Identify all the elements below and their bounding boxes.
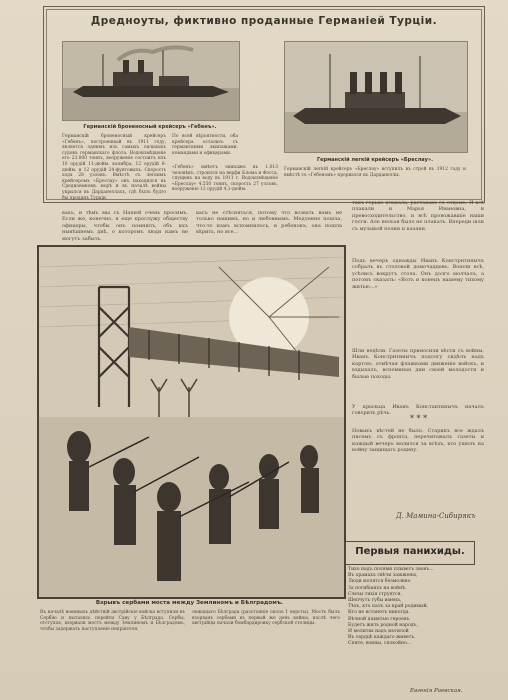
top-feature-box (43, 6, 485, 203)
poem-title-box (345, 541, 475, 565)
goeben-photo (62, 41, 240, 121)
right-text-3: Шли недѣли. Газеты приносили вѣсти съ войны. Иванъ Констрнтинычъ подолгу сидѣлъ надъ картою, отмѣчая флажками движеніе войскъ, и вздыхалъ, вспоминая дни своей молодости и былые походы. (352, 348, 484, 380)
top-text-col1: Германскій броненосный крейсеръ «Гебенъ», построенный въ 1911 году, является однимъ изъ самыхъ сильныхъ судовъ германскаго флота. Водоизмѣщеніе его 23.000 тоннъ, вооруженіе состоитъ изъ 10 орудій 11-дюйм. калибра, 12 орудій 6-дюйм. и 12 орудій 24-фунтовыхъ. Скорость хода 28 узловъ. Вмѣстѣ съ легкимъ крейсеромъ «Бреслау» онъ находился въ Средиземномъ морѣ и въ началѣ войны укрылся въ Дарданеллахъ, гдѣ былъ будто бы проданъ Турціи. (62, 134, 166, 201)
middle-text-center: васъ не стѣсняться, потому что возвать вамъ не только нашимъ, но и любовнымъ. Медленно пошла, что-то намъ вспомнилось, и ребенокъ, она пошла вѣрить, но все... (196, 210, 342, 236)
right-text-2: Подъ вечеръ однажды Иванъ Констрнтинычъ собралъ въ столовой домочадцевъ. Вошли всѣ, усѣлись вокругъ стола. Онъ долго молчалъ, а потомъ сказалъ: «Вотъ и конецъ нашему тихому житью...» (352, 258, 484, 290)
poem-line: Слезы тихія струятся, (348, 591, 402, 597)
middle-text-left: вахъ, и тѣмъ мы съ Нашей очень просимъ. Если же, конечно, я еще прослужу обществу офицеры, чтобы онъ помнилъ, объ ихъ нынѣшнемъ днѣ, о которомъ люди намъ не могутъ забыть. (62, 210, 188, 242)
battle-scene-image (39, 247, 344, 597)
right-text-5: Новыхъ вѣстей не было. Старикъ все ждалъ писемъ съ фронта, перечитывалъ газеты и каждый вечеръ молился за всѣхъ, кто ушелъ на войну защищать родину. (352, 428, 484, 454)
poem-line: Въ храмахъ свѣчи зажжены, (348, 573, 418, 579)
poem-line: Люди молятся безмолвно (348, 579, 411, 585)
top-text-col2: По всей вѣроятности, оба крейсера остались съ германскими экипажами, командами и офицерами. (172, 134, 238, 156)
poem-line: За погибшихъ на войнѣ. (348, 585, 407, 591)
right-text-4: У крыльца Иванъ Константинычъ началъ говорить рѣчь. (352, 404, 484, 417)
poem-line: Тѣхъ, кто палъ за край родимый, (348, 604, 429, 610)
battleship-image (63, 42, 239, 120)
goeben-caption: Германскій броненосный крейсеръ «Гебенъ». (83, 124, 217, 130)
bottom-text-right: лежащаго Бѣлграда (разстояніе около 1 версты). Мостъ былъ взорванъ сербами въ первый же день войны, послѣ чего австрійцы начали бомбардировку сербской столицы. (192, 610, 340, 627)
poem-line: Тихо надъ полями плыветъ звонъ... (348, 567, 434, 572)
poem-line: И молитва надъ могилой (348, 629, 409, 635)
right-text-1: такъ горько плакала, растававъ съ отцомъ. И всѣ плакали и Марья Ивановна, и превосходительство, и всѣ провожавшіе наши гости. Але нельзя было не плакать. Впереди шли съ музыкой полки и казаки. (352, 200, 484, 232)
author-signature: Д. Мамина-Сибирякъ (396, 512, 476, 520)
poem-line: Въ сердцѣ каждаго живетъ. (348, 635, 416, 641)
poem-body (348, 567, 476, 648)
cruiser-image (285, 42, 467, 152)
bridge-caption: Взрывъ сербами моста между Землиномъ и Бѣлградомъ. (95, 600, 284, 606)
poem-author: Евгенія Раевская. (410, 688, 463, 694)
breslau-caption: Германскій легкій крейсеръ «Бреслау». (316, 157, 434, 163)
poem-line: Будетъ жить родной народъ, (348, 622, 418, 628)
bridge-battle-illustration (37, 245, 346, 599)
poem-line: Вѣчной памятью героевъ (348, 616, 410, 622)
breslau-photo (284, 41, 468, 153)
poem-title: Первыя панихиды. (355, 546, 465, 557)
top-text-col3: «Гебенъ» имѣетъ экипажъ въ 1.013 человѣкъ, строился на верфи Блома и Фосса, спущенъ на воду въ 1911 г. Водоизмѣщеніе «Бреслау» 4.550 тоннъ, скорость 27 узловъ, вооруженіе 12 орудій 4,1-дюйм. (172, 165, 278, 193)
bottom-text-left: Въ началѣ военныхъ дѣйствій австрійскіе войска вступили въ Сербію и пытались перейти Саву у Бѣлграда. Сербы, отступая, взорвали мостъ между Землиномъ и Бѣлградомъ, чтобы задержать наступленіе непріятеля. (40, 610, 185, 632)
page-title: Дредноуты, фиктивно проданные Германіей Турціи. (90, 15, 438, 27)
section-stars: * * * (410, 414, 428, 423)
poem-line: Спите, воины, спокойно... (348, 641, 412, 647)
top-text-col4: Германскій легкій крейсеръ «Бреслау» вступилъ въ строй въ 1912 году и вмѣстѣ съ «Гебеномъ» прорвался въ Дарданеллы. (284, 167, 466, 178)
poem-line: Шепчутъ губы имена, (348, 598, 402, 604)
poem-line: Кто не встанетъ никогда. (348, 610, 410, 616)
